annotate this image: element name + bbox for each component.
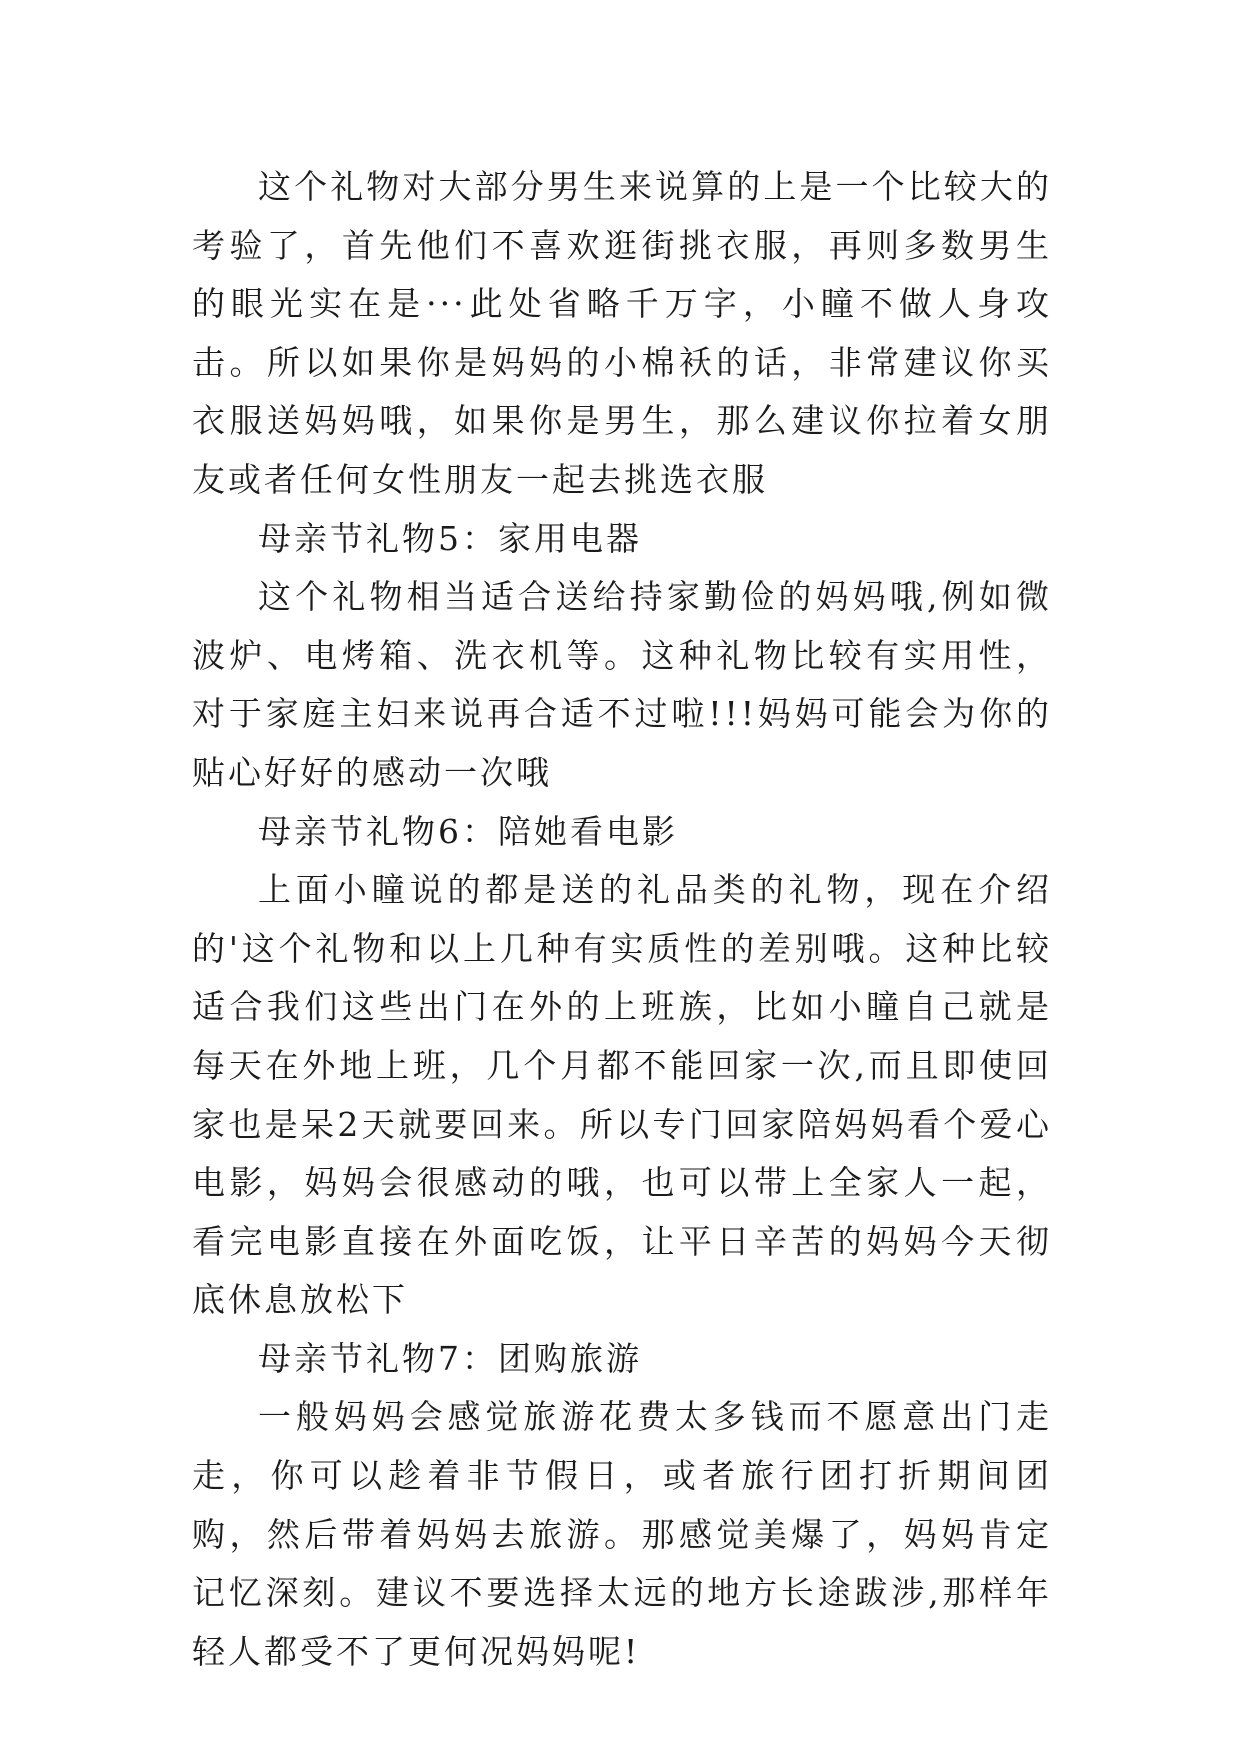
paragraph-appliances-gift: 这个礼物相当适合送给持家勤俭的妈妈哦,例如微波炉、电烤箱、洗衣机等。这种礼物比较有实用性，对于家庭主妇来说再合适不过啦!!!妈妈可能会为你的贴心好好的感动一次哦: [192, 577, 1052, 792]
paragraph-clothing-gift: 这个礼物对大部分男生来说算的上是一个比较大的考验了，首先他们不喜欢逛街挑衣服，再则多数男生的眼光实在是···此处省略千万字，小瞳不做人身攻击。所以如果你是妈妈的小棉袄的话，非常建议你买衣服送妈妈哦，如果你是男生，那么建议你拉着女朋友或者任何女性朋友一起去挑选衣服: [192, 167, 1052, 499]
paragraph-movie-gift: 上面小瞳说的都是送的礼品类的礼物，现在介绍的'这个礼物和以上几种有实质性的差别哦。这种比较适合我们这些出门在外的上班族，比如小瞳自己就是每天在外地上班，几个月都不能回家一次,而且即使回家也是呆2天就要回来。所以专门回家陪妈妈看个爱心电影，妈妈会很感动的哦，也可以带上全家人一起，看完电影直接在外面吃饭，让平日辛苦的妈妈今天彻底休息放松下: [192, 870, 1052, 1320]
heading-gift-5: 母亲节礼物5：家用电器: [258, 518, 642, 558]
heading-gift-7: 母亲节礼物7：团购旅游: [258, 1338, 642, 1378]
heading-gift-6: 母亲节礼物6：陪她看电影: [258, 811, 678, 851]
paragraph-travel-gift: 一般妈妈会感觉旅游花费太多钱而不愿意出门走走，你可以趁着非节假日，或者旅行团打折期间团购，然后带着妈妈去旅游。那感觉美爆了，妈妈肯定记忆深刻。建议不要选择太远的地方长途跋涉,那样年轻人都受不了更何况妈妈呢!: [192, 1397, 1052, 1671]
document-body: [192, 158, 1052, 1681]
